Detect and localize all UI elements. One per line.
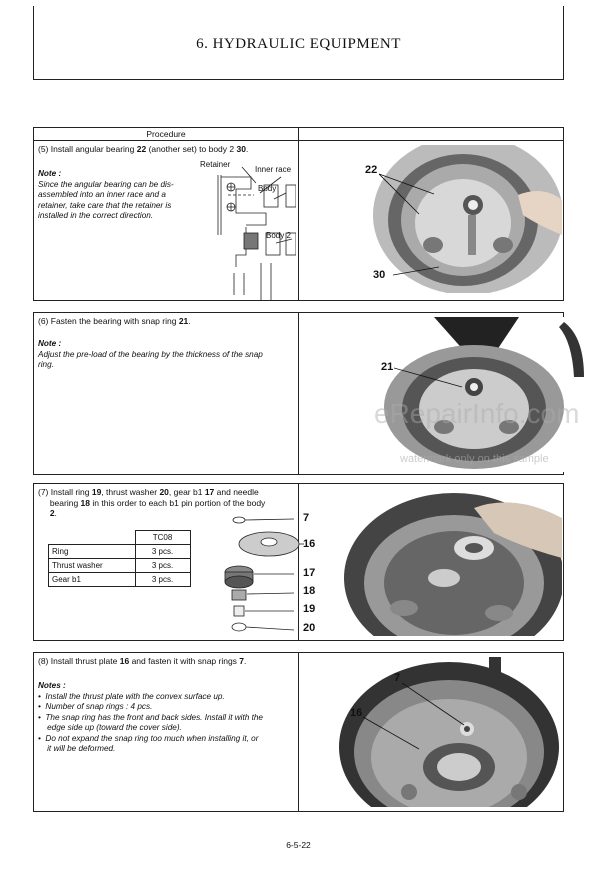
step-5-photo [328,145,562,293]
part-19-label: 19 [303,603,316,615]
step-8-heading: (8) Install thrust plate 16 and fasten it with snap rings 7. [38,656,247,666]
callout-30: 30 [373,269,386,281]
step-8 [33,652,564,812]
retainer-label: Retainer [200,160,231,169]
callout-7: 7 [394,672,401,684]
part-18-label: 18 [303,585,316,597]
step-8-notes: Notes : • Install the thrust plate with the convex surface up. • Number of snap rings : 4 pcs. • The snap ring has the front and back sides. Install it with the edge side up (toward the cover side). • Do not expand the snap ring too much when installing it, or it will be deformed. [38,681,263,753]
table-row: Ring 3 pcs. [49,545,191,559]
part-17-label: 17 [303,567,316,579]
procedure-header [33,127,564,141]
step-5-leader-lines [379,169,439,279]
callout-21: 21 [381,361,394,373]
callout-22: 22 [365,164,378,176]
page-number: 6-5-22 [286,840,311,850]
step-6-photo [364,317,589,472]
body-label: Body [258,184,277,193]
bearing-diagram [206,155,296,301]
table-row: Gear b1 3 pcs. [49,573,191,587]
step-6-heading: (6) Fasten the bearing with snap ring 21. [38,316,191,326]
part-16-label: 16 [303,538,316,550]
step-6 [33,312,580,475]
watermark: eRepairInfo.com [374,398,580,429]
step-7-heading: (7) Install ring 19, thrust washer 20, gear b1 17 and needle bearing 18 in this order to each b1 pin portion of the body 2. [38,487,266,518]
part-20-label: 20 [303,622,316,634]
parts-exploded-diagram [184,514,304,639]
page-title: 6. HYDRAULIC EQUIPMENT [196,36,401,52]
title-box [33,6,564,80]
inner-race-label: Inner race [255,165,292,174]
callout-16: 16 [350,707,363,719]
table-row: Thrust washer 3 pcs. [49,559,191,573]
step-6-note: Note : Adjust the pre-load of the bearing by the thickness of the snap ring. [38,339,263,369]
part-7-label: 7 [303,512,310,524]
tc08-header: TC08 [135,531,190,545]
tc08-table [48,530,191,587]
step-7-photo [324,488,562,636]
watermark-note: watermark only on this sample [400,453,549,465]
step-5-note: Note : Since the angular bearing can be dis- assembled into an inner race and a retainer, take care that the retainer is installed in the correct direction. [38,169,174,220]
step-7 [33,483,564,641]
step-5-photo-drawing [328,145,562,293]
step-5 [33,140,564,301]
column-divider [298,128,299,140]
step-8-leader-lines [359,683,479,753]
step-6-photo-drawing [364,317,589,472]
step-7-photo-drawing [324,488,562,636]
step-5-heading: (5) Install angular bearing 22 (another set) to body 2 30. [38,144,249,154]
procedure-label: Procedure [146,129,186,139]
body2-label: Body 2 [266,231,291,240]
step-6-leader-line [394,363,464,393]
